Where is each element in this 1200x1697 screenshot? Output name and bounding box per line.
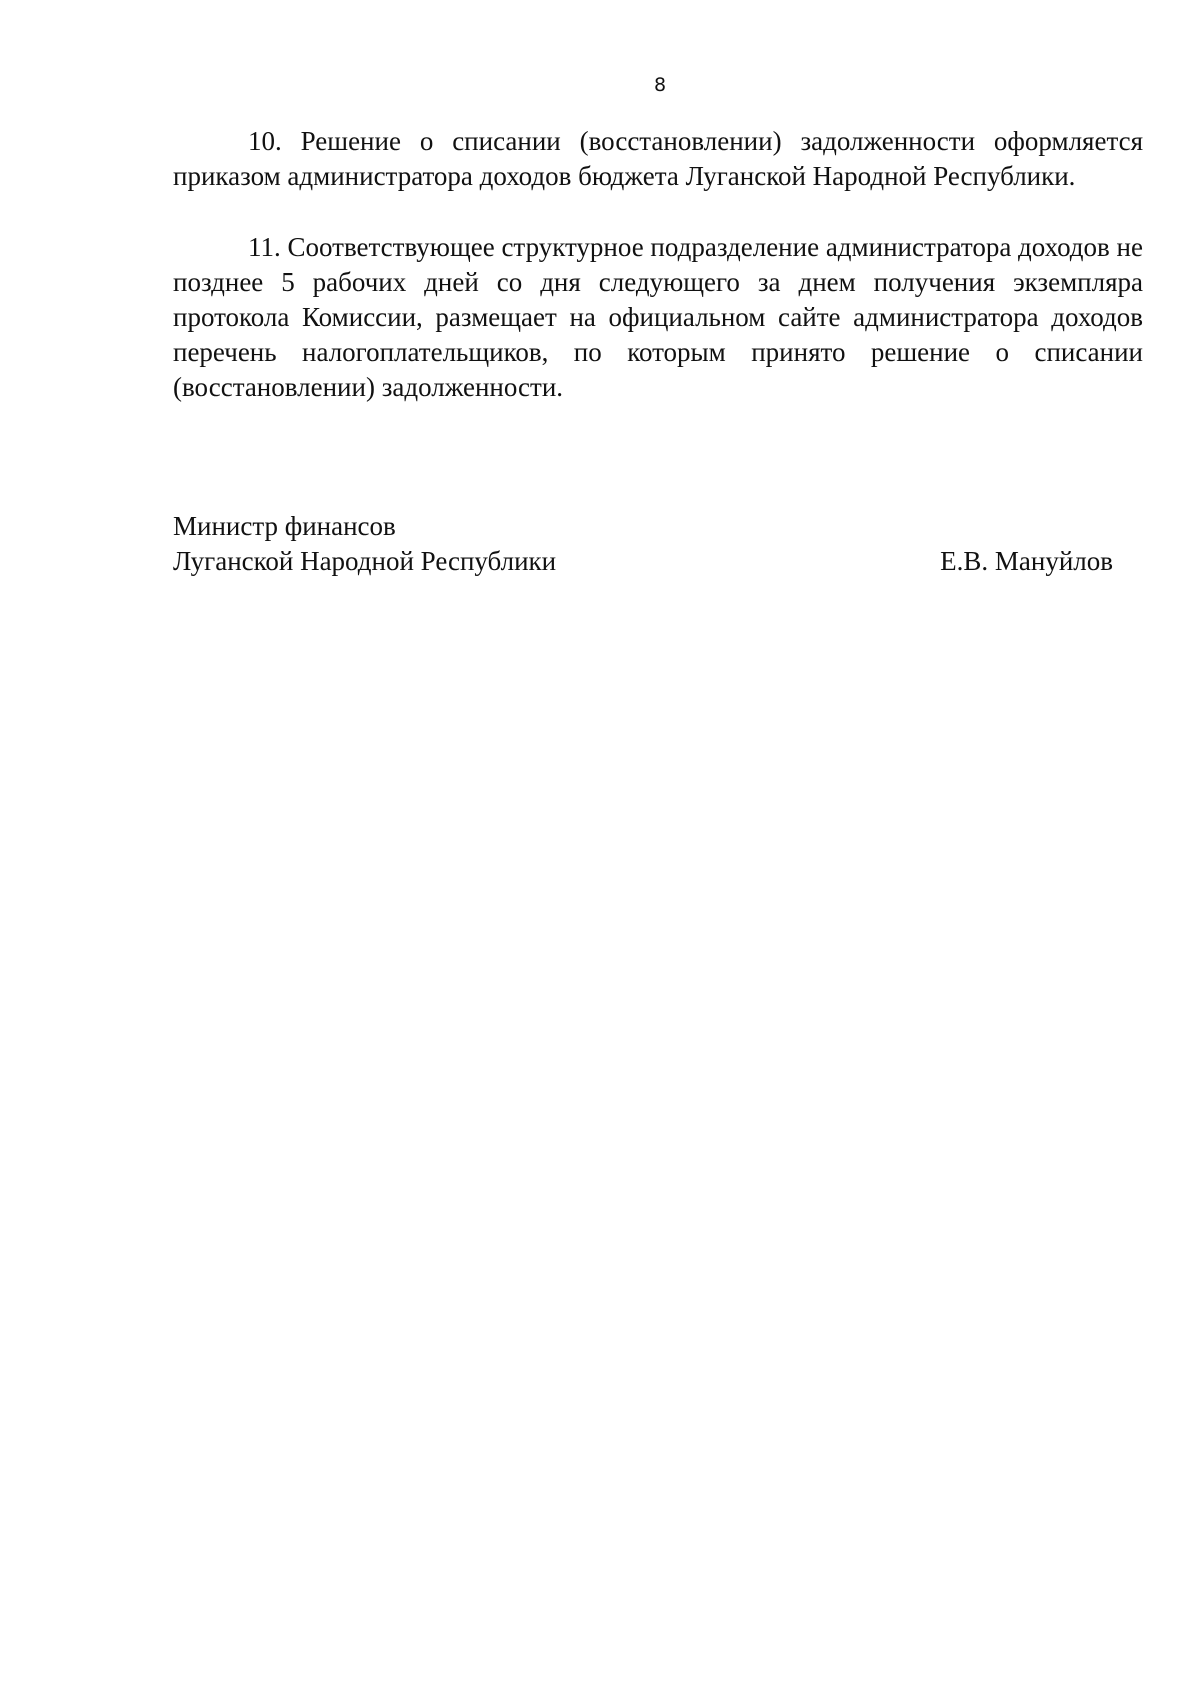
page-number: 8	[653, 74, 667, 96]
paragraph-10: 10. Решение о списании (восстановлении) задолженности оформляется приказом администратора доходов бюджета Луганской Народной Республики.	[173, 126, 1143, 191]
signature-row	[173, 544, 1113, 579]
signatory-position-line2: Луганской Народной Республики	[173, 546, 557, 576]
paragraph-11: 11. Соответствующее структурное подразделение администратора доходов не позднее 5 рабочих дней со дня следующего за днем получения экземпляра протокола Комиссии, размещает на официальном сайте администратора доходов перечень налогоплательщиков, по которым принято решение о списании (восстановлении) задолженности.	[173, 232, 1143, 402]
signatory-name: Е.В. Мануйлов	[940, 546, 1113, 576]
signature-block	[173, 509, 1113, 579]
signatory-position-line1: Министр финансов	[173, 511, 396, 541]
